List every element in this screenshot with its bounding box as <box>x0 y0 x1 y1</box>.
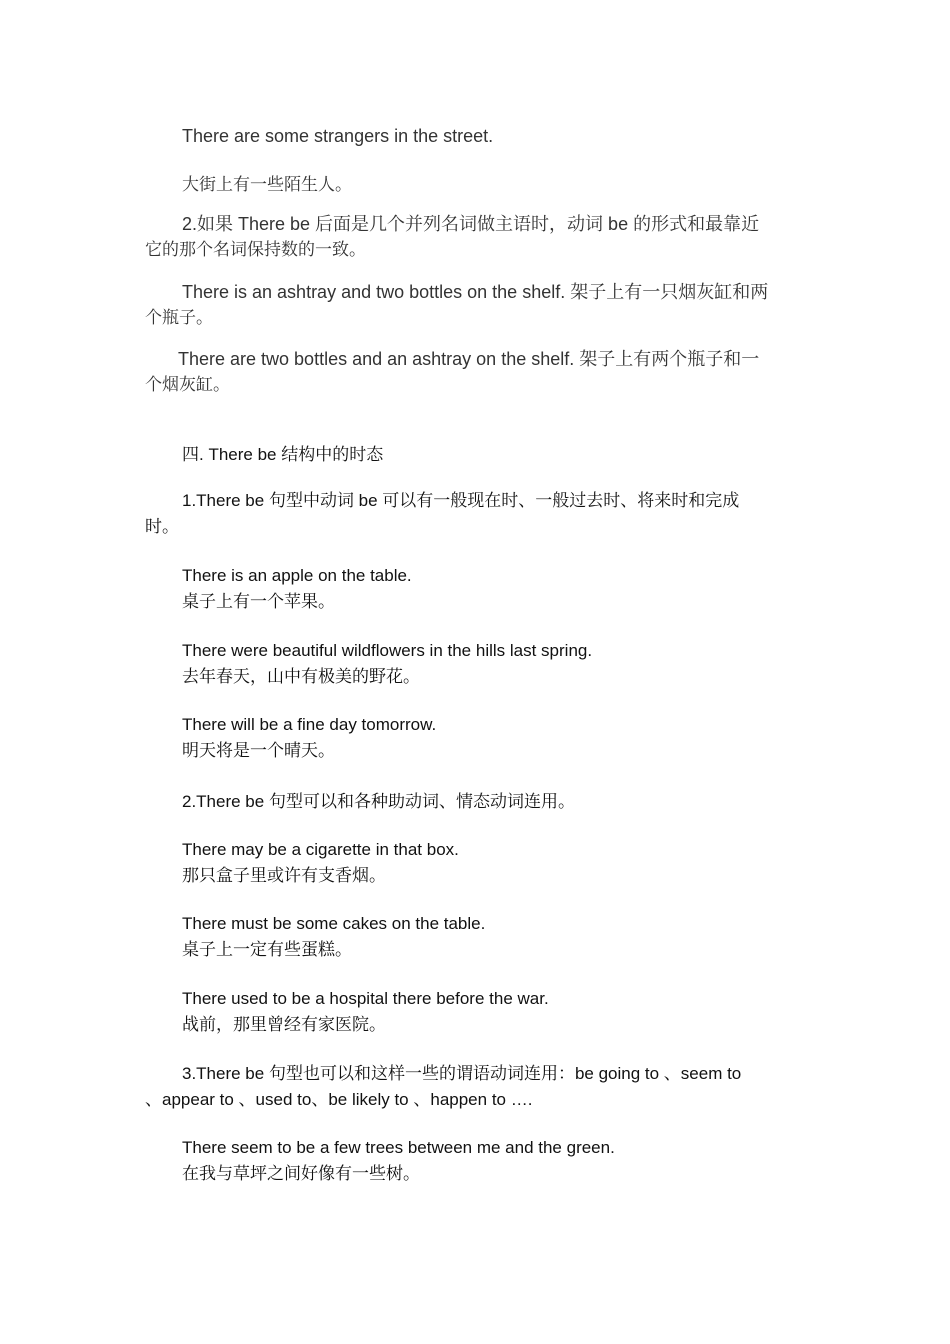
rule-line: 3.There be 句型也可以和这样一些的谓语动词连用：be going to 、seem to <box>182 1064 742 1083</box>
example-english: There is an apple on the table. <box>182 566 412 585</box>
example-pair <box>182 1135 615 1187</box>
rule-line: 2.如果 There be 后面是几个并列名词做主语时，动词 be 的形式和最靠近 <box>182 214 760 234</box>
example-line: There is an ashtray and two bottles on the shelf. 架子上有一只烟灰缸和两 <box>182 282 769 302</box>
example-pair <box>182 563 412 615</box>
rule-line: 时。 <box>145 517 179 536</box>
example-chinese: 战前，那里曾经有家医院。 <box>182 1015 386 1034</box>
example-paragraph <box>145 279 768 331</box>
example-english: There must be some cakes on the table. <box>182 914 486 933</box>
example-pair <box>182 911 485 963</box>
example-chinese: 大街上有一些陌生人。 <box>182 175 352 195</box>
section-heading: 四. There be 结构中的时态 <box>182 445 384 464</box>
example-chinese: 桌子上有一个苹果。 <box>182 592 335 611</box>
example-chinese: 桌子上一定有些蛋糕。 <box>182 940 352 959</box>
example-english: There may be a cigarette in that box. <box>182 840 459 859</box>
example-english: There used to be a hospital there before the war. <box>182 989 549 1008</box>
example-chinese: 那只盒子里或许有支香烟。 <box>182 866 386 885</box>
rule-line: 1.There be 句型中动词 be 可以有一般现在时、一般过去时、将来时和完成 <box>182 491 740 510</box>
example-pair <box>182 712 436 764</box>
example-english: There seem to be a few trees between me and the green. <box>182 1138 615 1157</box>
example-paragraph <box>145 346 759 398</box>
rule-paragraph <box>145 1061 741 1113</box>
example-line: There are two bottles and an ashtray on the shelf. 架子上有两个瓶子和一 <box>178 349 760 369</box>
rule-paragraph <box>145 211 759 263</box>
rule-line: 它的那个名词保持数的一致。 <box>145 240 366 260</box>
example-pair <box>182 986 549 1038</box>
example-english: There are some strangers in the street. <box>182 126 494 146</box>
example-chinese: 明天将是一个晴天。 <box>182 741 335 760</box>
example-english: There were beautiful wildflowers in the hills last spring. <box>182 641 593 660</box>
example-line: 个瓶子。 <box>145 308 213 328</box>
example-chinese: 去年春天，山中有极美的野花。 <box>182 667 420 686</box>
example-english: There will be a fine day tomorrow. <box>182 715 437 734</box>
example-line: 个烟灰缸。 <box>145 375 230 395</box>
rule-line: 、appear to 、used to、be likely to 、happen to …. <box>145 1090 533 1109</box>
rule-paragraph <box>145 488 739 540</box>
rule-paragraph: 2.There be 句型可以和各种助动词、情态动词连用。 <box>182 792 575 811</box>
example-pair <box>182 638 592 690</box>
example-chinese: 在我与草坪之间好像有一些树。 <box>182 1164 420 1183</box>
example-pair <box>182 837 459 889</box>
